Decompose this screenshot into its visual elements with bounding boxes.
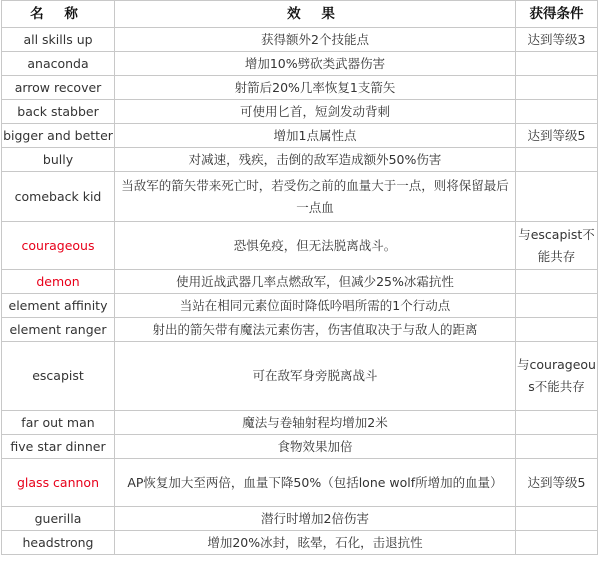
skill-condition xyxy=(516,531,598,555)
skill-name: headstrong xyxy=(2,531,115,555)
table-row xyxy=(2,318,598,342)
table-row xyxy=(2,411,598,435)
table-row xyxy=(2,342,598,411)
skill-name: back stabber xyxy=(2,100,115,124)
skill-condition: 与escapist不能共存 xyxy=(516,222,598,270)
skill-name: anaconda xyxy=(2,52,115,76)
table-row xyxy=(2,531,598,555)
skill-condition xyxy=(516,435,598,459)
skill-name: element ranger xyxy=(2,318,115,342)
table-row xyxy=(2,172,598,222)
skill-effect: 使用近战武器几率点燃敌军，但减少25%冰霜抗性 xyxy=(115,270,516,294)
skill-effect: 射箭后20%几率恢复1支箭矢 xyxy=(115,76,516,100)
table-row xyxy=(2,148,598,172)
skill-condition: 达到等级3 xyxy=(516,28,598,52)
skill-name: courageous xyxy=(2,222,115,270)
skill-condition: 达到等级5 xyxy=(516,459,598,507)
skill-condition xyxy=(516,270,598,294)
skill-effect: 对减速，残疾，击倒的敌军造成额外50%伤害 xyxy=(115,148,516,172)
skill-name: arrow recover xyxy=(2,76,115,100)
skills-table xyxy=(1,0,598,555)
skill-name: guerilla xyxy=(2,507,115,531)
skill-effect: 增加1点属性点 xyxy=(115,124,516,148)
header-effect: 效 果 xyxy=(115,1,516,28)
skill-name: bully xyxy=(2,148,115,172)
skill-effect: 食物效果加倍 xyxy=(115,435,516,459)
skill-effect: 当敌军的箭矢带来死亡时，若受伤之前的血量大于一点，则将保留最后一点血 xyxy=(115,172,516,222)
skill-name: element affinity xyxy=(2,294,115,318)
table-row xyxy=(2,435,598,459)
table-row xyxy=(2,270,598,294)
skill-effect: 魔法与卷轴射程均增加2米 xyxy=(115,411,516,435)
skill-condition xyxy=(516,507,598,531)
skill-name: glass cannon xyxy=(2,459,115,507)
skill-effect: 可在敌军身旁脱离战斗 xyxy=(115,342,516,411)
table-row xyxy=(2,52,598,76)
skill-condition xyxy=(516,100,598,124)
table-row xyxy=(2,28,598,52)
skill-effect: 增加10%劈砍类武器伤害 xyxy=(115,52,516,76)
skill-condition xyxy=(516,76,598,100)
skill-effect: 射出的箭矢带有魔法元素伤害，伤害值取决于与敌人的距离 xyxy=(115,318,516,342)
skill-name: all skills up xyxy=(2,28,115,52)
table-row xyxy=(2,459,598,507)
table-row xyxy=(2,76,598,100)
skill-condition xyxy=(516,148,598,172)
skill-condition: 与courageous不能共存 xyxy=(516,342,598,411)
skill-condition xyxy=(516,172,598,222)
skill-name: bigger and better xyxy=(2,124,115,148)
skill-name: five star dinner xyxy=(2,435,115,459)
table-row xyxy=(2,100,598,124)
table-row xyxy=(2,294,598,318)
table-row xyxy=(2,222,598,270)
skill-condition xyxy=(516,411,598,435)
skill-effect: 潜行时增加2倍伤害 xyxy=(115,507,516,531)
skill-condition xyxy=(516,318,598,342)
skill-effect: 恐惧免疫，但无法脱离战斗。 xyxy=(115,222,516,270)
table-row xyxy=(2,124,598,148)
skill-condition xyxy=(516,294,598,318)
skill-name: demon xyxy=(2,270,115,294)
skill-name: far out man xyxy=(2,411,115,435)
skill-name: escapist xyxy=(2,342,115,411)
skill-effect: AP恢复加大至两倍，血量下降50%（包括lone wolf所增加的血量） xyxy=(115,459,516,507)
header-condition: 获得条件 xyxy=(516,1,598,28)
table-row xyxy=(2,507,598,531)
skill-effect: 增加20%冰封，眩晕，石化，击退抗性 xyxy=(115,531,516,555)
skill-effect: 可使用匕首，短剑发动背刺 xyxy=(115,100,516,124)
table-header-row xyxy=(2,1,598,28)
skill-effect: 获得额外2个技能点 xyxy=(115,28,516,52)
skill-condition xyxy=(516,52,598,76)
skill-effect: 当站在相同元素位面时降低吟唱所需的1个行动点 xyxy=(115,294,516,318)
skill-name: comeback kid xyxy=(2,172,115,222)
header-name: 名 称 xyxy=(2,1,115,28)
skill-condition: 达到等级5 xyxy=(516,124,598,148)
